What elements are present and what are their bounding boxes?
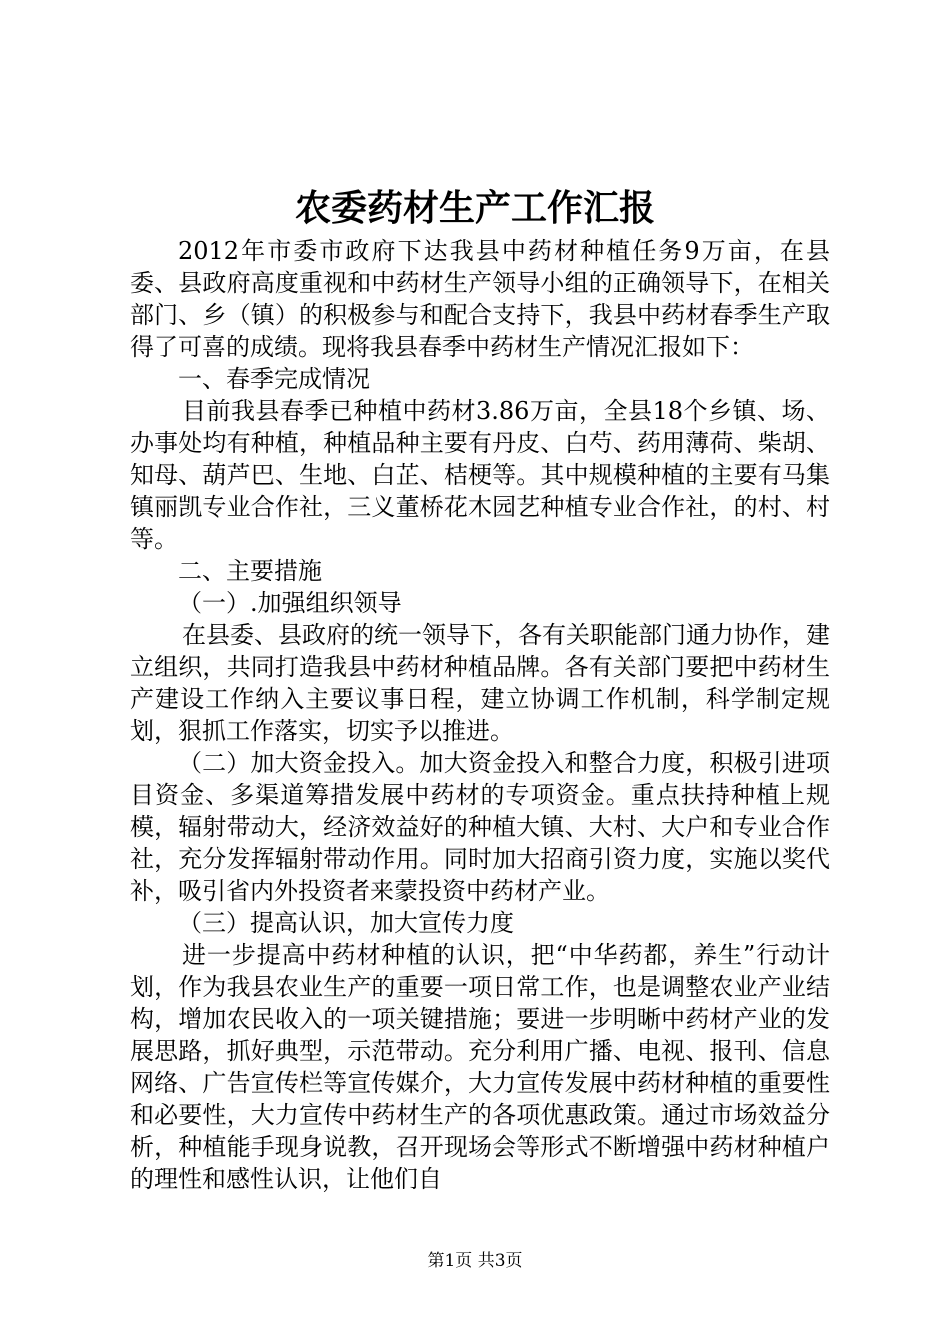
subheading-1: （一）.加强组织领导	[178, 589, 402, 617]
page-footer: 第1页 共3页	[427, 1251, 523, 1271]
paragraph-publicity: 进一步提高中药材种植的认识，把“中华药都，养生”行动计划，作为我县农业生产的重要一项日常工作，也是调整农业产业结构，增加农民收入的一项关键措施；要进一步明晰中药材产业的发展思路，抓好典型，示范带动。充分利用广播、电视、报刊、信息网络、广告宣传栏等宣传媒介，大力宣传发展中药材种植的重要性和必要性，大力宣传中药材生产的各项优惠政策。通过市场效益分析，种植能手现身说教，召开现场会等形式不断增强中药材种植户的理性和感性认识，让他们自	[130, 941, 830, 1193]
paragraph-spring-status: 目前我县春季已种植中药材3.86万亩，全县18个乡镇、场、办事处均有种植，种植品种主要有丹皮、白芍、药用薄荷、柴胡、知母、葫芦巴、生地、白芷、桔梗等。其中规模种植的主要有马集镇丽凯专业合作社，三义董桥花木园艺种植专业合作社，的村、村等。	[130, 397, 830, 553]
section-heading-1: 一、春季完成情况	[178, 365, 370, 393]
paragraph-organization: 在县委、县政府的统一领导下，各有关职能部门通力协作，建立组织，共同打造我县中药材种植品牌。各有关部门要把中药材生产建设工作纳入主要议事日程，建立协调工作机制，科学制定规划，狠抓工作落实，切实予以推进。	[130, 621, 830, 745]
document-title: 农委药材生产工作汇报	[294, 187, 655, 229]
subheading-3: （三）提高认识，加大宣传力度	[178, 909, 514, 937]
document-body	[130, 235, 830, 1195]
paragraph-funding: （二）加大资金投入。加大资金投入和整合力度，积极引进项目资金、多渠道筹措发展中药材的专项资金。重点扶持种植上规模，辐射带动大，经济效益好的种植大镇、大村、大户和专业合作社，充分发挥辐射带动作用。同时加大招商引资力度，实施以奖代补，吸引省内外投资者来蒙投资中药材产业。	[130, 749, 830, 905]
paragraph-intro: 2012年市委市政府下达我县中药材种植任务9万亩，在县委、县政府高度重视和中药材生产领导小组的正确领导下，在相关部门、乡（镇）的积极参与和配合支持下，我县中药材春季生产取得了可喜的成绩。现将我县春季中药材生产情况汇报如下：	[130, 237, 830, 361]
section-heading-2: 二、主要措施	[178, 557, 322, 585]
